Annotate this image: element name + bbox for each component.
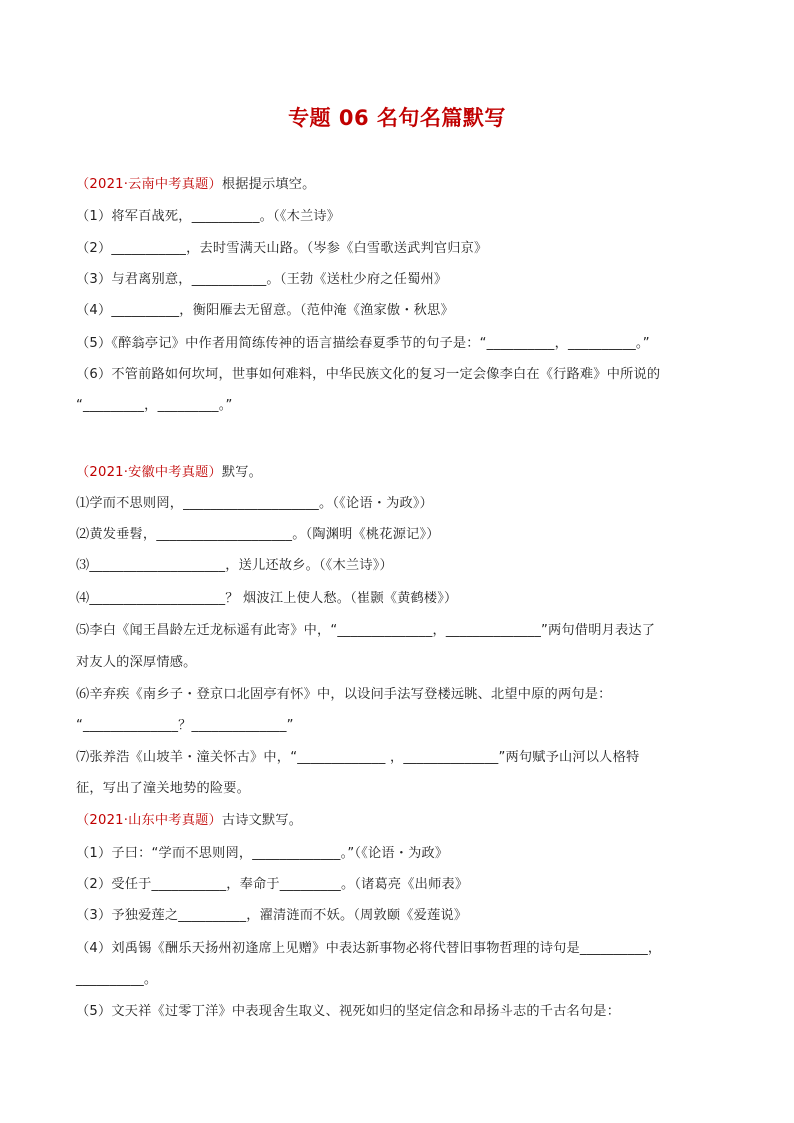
source-tag: （2021·山东中考真题） xyxy=(76,813,222,828)
instruction-text: 默写。 xyxy=(221,465,263,480)
question-line: 征，写出了潼关地势的险要。 xyxy=(76,781,251,796)
question-line: 对友人的深厚情感。 xyxy=(76,655,197,670)
question-line: （2）___________，去时雪满天山路。（岑参《白雪歌送武判官归京》 xyxy=(76,241,488,256)
question-line: （5）文天祥《过零丁洋》中表现舍生取义、视死如归的坚定信念和昂扬斗志的千古名句是： xyxy=(76,1004,621,1019)
source-tag: （2021·云南中考真题） xyxy=(76,177,222,192)
question-line: ⑹辛弃疾《南乡子・登京口北固亭有怀》中，以设问手法写登楼远眺、北望中原的两句是： xyxy=(76,687,612,702)
question-line: ⑴学而不思则罔，____________________。（《论语・为政》） xyxy=(76,496,434,511)
question-line: （3）与君离别意，___________。（王勃《送杜少府之任蜀州》 xyxy=(76,272,448,287)
question-line: （1）将军百战死，__________。（《木兰诗》 xyxy=(76,209,341,224)
question-line: ⑺张养浩《山坡羊・潼关怀古》中，“_____________ ，______________”两句赋予山河以人格特 xyxy=(76,750,640,765)
question-line: （6）不管前路如何坎坷，世事如何难料，中华民族文化的复习一定会像李白在《行路难》中所说的 xyxy=(76,367,661,382)
question-header xyxy=(76,176,316,194)
question-line: （4）__________，衡阳雁去无留意。（范仲淹《渔家傲・秋思》 xyxy=(76,303,454,318)
question-line: （4）刘禹锡《酬乐天扬州初逢席上见赠》中表达新事物必将代替旧事物哲理的诗句是__________， xyxy=(76,941,662,956)
question-line: “______________？______________” xyxy=(76,718,294,733)
question-line: ⑸李白《闻王昌龄左迁龙标遥有此寄》中，“______________，______________”两句借明月表达了 xyxy=(76,623,656,638)
page-title: 专题 06 名句名篇默写 xyxy=(288,106,506,130)
question-line: （1）子曰：“学而不思则罔，_____________。”（《论语・为政》 xyxy=(76,846,449,861)
instruction-text: 根据提示填空。 xyxy=(221,177,316,192)
question-line: （3）予独爱莲之__________，濯清涟而不妖。（周敦颐《爱莲说》 xyxy=(76,908,468,923)
question-line: __________。 xyxy=(76,972,158,987)
question-line: ⑷____________________？ 烟波江上使人愁。（崔颢《黄鹤楼》） xyxy=(76,591,458,606)
instruction-text: 古诗文默写。 xyxy=(221,813,303,828)
question-header xyxy=(76,812,302,830)
source-tag: （2021·安徽中考真题） xyxy=(76,465,222,480)
question-header xyxy=(76,464,262,482)
question-line: （2）受任于___________，奉命于_________。（诸葛亮《出师表》 xyxy=(76,877,469,892)
question-line: ⑶____________________，送儿还故乡。（《木兰诗》） xyxy=(76,558,393,573)
question-line: ⑵黄发垂髫，____________________。（陶渊明《桃花源记》） xyxy=(76,527,440,542)
question-line: （5）《醉翁亭记》中作者用简练传神的语言描绘春夏季节的句子是：“__________，__________。” xyxy=(76,336,650,351)
question-line: “_________，_________。” xyxy=(76,398,233,413)
